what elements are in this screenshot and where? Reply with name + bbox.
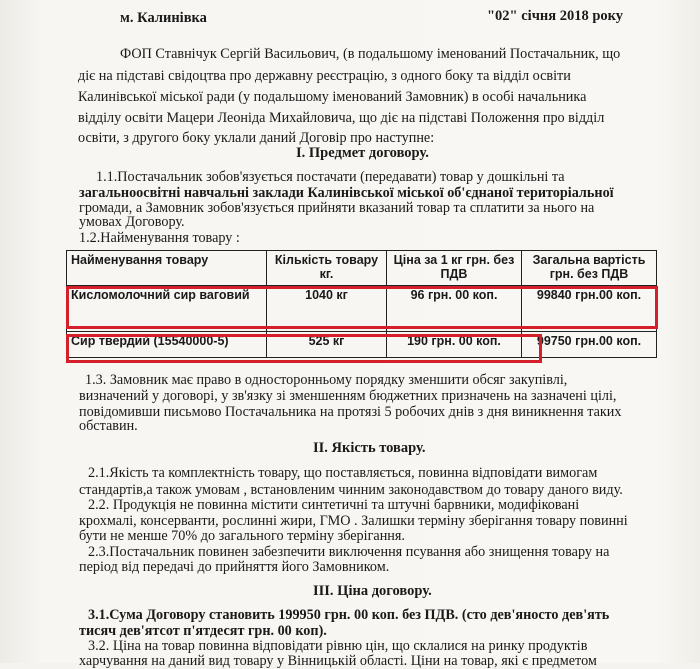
- col-header-total: Загальна вартість грн. без ПДВ: [522, 251, 657, 286]
- intro-line: ФОП Ставнічук Сергій Васильович, (в подальшому іменований Постачальник, що: [120, 46, 621, 62]
- s1-p1-line: 1.1.Постачальник зобов'язується постачати (передавати) товар у дошкільні та: [96, 169, 565, 185]
- highlight-box: [66, 286, 658, 329]
- s1-p3-line: обставин.: [79, 418, 138, 434]
- s1-p2-line: 1.2.Найменування товару :: [79, 230, 240, 246]
- s3-p1-line: тисяч дев'ятсот п'ятдесят грн. 00 коп).: [79, 623, 327, 639]
- intro-line: відділу освіти Мацери Леоніда Михайловича, що діє на підставі Положення про відділ: [78, 110, 605, 126]
- intro-line: освіти, з другого боку уклали даний Договір про наступне:: [78, 130, 435, 146]
- intro-line: Калинівської міської ради (у подальшому іменований Замовник) в особі начальника: [78, 89, 587, 105]
- s2-p1-line: стандартів,а також умовам , встановленим чинним законодавством до товару даного виду.: [79, 482, 623, 498]
- s1-p1-line: загальноосвітні навчальні заклади Калинівської міської об'єднаної територіальної: [79, 185, 614, 201]
- section-3-title: ІІІ. Ціна договору.: [313, 583, 432, 599]
- cell-qty: 1040 кг: [267, 286, 387, 332]
- col-header-name: Найменування товару: [67, 251, 267, 286]
- s1-p1-line: умовах Договору.: [79, 214, 185, 230]
- s3-p1-line: 3.1.Сума Договору становить 199950 грн. 00 коп. без ПДВ. (сто дев'яносто дев'ять: [88, 607, 610, 623]
- cell-price: 190 грн. 00 коп.: [387, 332, 522, 358]
- s1-p3-line: повідомивши письмово Постачальника на протязі 5 робочих днів з дня виникнення таких: [79, 404, 622, 420]
- cell-total: 99840 грн.00 коп.: [522, 286, 657, 332]
- s3-p2-line: 3.2. Ціна на товар повинна відповідати рівню цін, що склалися на ринку продуктів: [88, 638, 588, 654]
- section-2-title: ІІ. Якість товару.: [313, 440, 426, 456]
- cell-total: 99750 грн.00 коп.: [522, 332, 657, 358]
- col-header-qty: Кількість товару кг.: [267, 251, 387, 286]
- s1-p1-line: громади, а Замовник зобов'язується прийняти вказаний товар та сплатити за нього на: [79, 200, 595, 216]
- contract-city: м. Калинівка: [120, 10, 207, 26]
- s2-p2-line: крохмалі, консерванти, рослинні жири, ГМО . Залишки терміну зберігання товару повинні: [79, 513, 628, 529]
- s1-p3-line: 1.3. Замовник має право в односторонньому порядку зменшити обсяг закупівлі,: [85, 372, 568, 388]
- s2-p3-line: період від передачі до прийняття його Замовником.: [79, 559, 390, 575]
- s2-p1-line: 2.1.Якість та комплектність товару, що поставляється, повинна відповідати вимогам: [88, 465, 598, 481]
- s2-p3-line: 2.3.Постачальник повинен забезпечити виключення псування або знищення товару на: [88, 544, 610, 560]
- section-1-title: І. Предмет договору.: [296, 145, 429, 161]
- s2-p2-line: бути не менше 70% до загального терміну зберігання.: [79, 528, 405, 544]
- col-header-price: Ціна за 1 кг грн. без ПДВ: [387, 251, 522, 286]
- s2-p2-line: 2.2. Продукція не повинна містити синтетичні та штучні барвники, модифіковані: [88, 497, 580, 513]
- cell-price: 96 грн. 00 коп.: [387, 286, 522, 332]
- table-header-row: [67, 251, 657, 286]
- cell-name: Кисломолочний сир ваговий: [67, 286, 267, 332]
- cell-name: Сир твердий (15540000-5): [67, 332, 267, 358]
- cell-qty: 525 кг: [267, 332, 387, 358]
- s3-p2-line: харчування на даний вид товару у Вінницькій області. Ціни на товар, які є предметом: [79, 653, 597, 669]
- contract-date: "02" січня 2018 року: [487, 8, 624, 24]
- intro-line: діє на підставі свідоцтва про державну реєстрацію, з одного боку та відділ освіти: [78, 68, 571, 84]
- highlight-box: [66, 334, 542, 363]
- s1-p3-line: визначений у договорі, у зв'язку зі зменшенням бюджетних призначень на зазначені цілі,: [79, 388, 617, 404]
